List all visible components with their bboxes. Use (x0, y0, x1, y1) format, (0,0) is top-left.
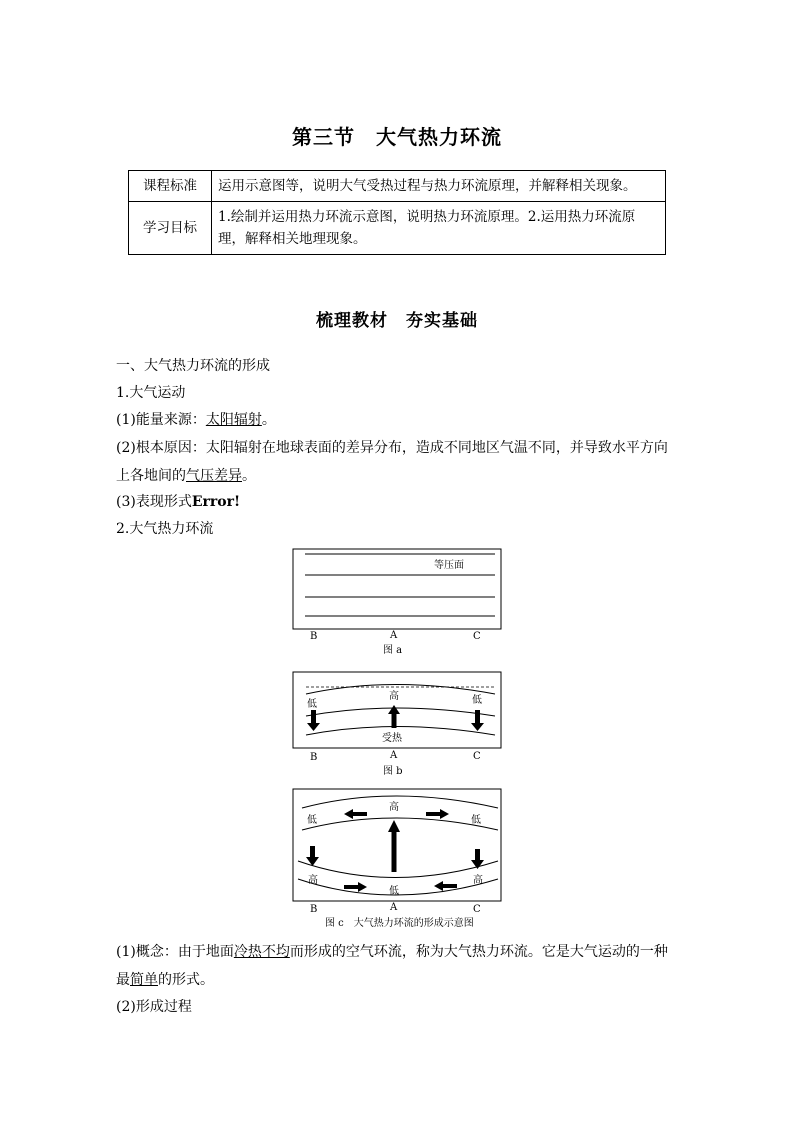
high-label: 高 (389, 691, 399, 702)
point-label-a: A (390, 902, 398, 913)
figure-caption: 图 a (383, 645, 403, 656)
high-label: 高 (308, 875, 318, 886)
figure-b (288, 668, 508, 780)
low-label: 低 (471, 815, 481, 826)
point-label-b: B (310, 631, 318, 642)
concept-prefix: (1)概念：由于地面 (116, 944, 234, 960)
high-label: 高 (473, 875, 483, 886)
low-label: 低 (307, 699, 317, 710)
item-1-1 (116, 409, 276, 431)
underlined-answer: 冷热不均 (233, 944, 290, 960)
table-content: 运用示意图等，说明大气受热过程与热力环流原理，并解释相关现象。 (212, 171, 666, 202)
table-label: 学习目标 (129, 202, 212, 255)
point-label-a: A (390, 750, 398, 761)
high-label: 高 (389, 802, 399, 813)
underlined-answer: 气压差异 (186, 468, 242, 484)
arrow-up-icon (388, 820, 400, 872)
point-label-c: C (473, 904, 481, 915)
point-label-c: C (473, 631, 481, 642)
concept-suffix: 的形式。 (158, 972, 214, 988)
error-text: Error! (191, 494, 241, 510)
low-label: 低 (389, 886, 399, 897)
underlined-answer: 太阳辐射 (205, 412, 262, 428)
low-label: 低 (472, 695, 482, 706)
figure-a (288, 545, 508, 660)
arrow-right-icon (344, 882, 367, 892)
curriculum-standards-table (128, 170, 666, 255)
heated-label: 受热 (382, 733, 402, 744)
low-label: 低 (307, 815, 317, 826)
arrow-right-icon (426, 809, 449, 819)
figure-caption: 图 b (383, 766, 403, 777)
arrow-down-icon (306, 846, 319, 866)
concept-middle: 而形成的空气环流，称为大气热力环流。它是大气运动的一种最 (116, 944, 668, 988)
point-label-b: B (310, 752, 318, 763)
item-suffix: 。 (242, 468, 256, 484)
figure-c (288, 786, 508, 934)
arrow-left-icon (344, 809, 367, 819)
arrow-down-icon (307, 710, 320, 731)
item-2: 2.大气热力环流 (116, 521, 214, 537)
item-prefix: (2)根本原因：太阳辐射在地球表面的差异分布，造成不同地区气温不同，并导致水平方向上各地间的 (116, 440, 668, 484)
table-row (129, 171, 666, 202)
table-content: 1.绘制并运用热力环流示意图，说明热力环流原理。2.运用热力环流原理，解释相关地理现象。 (212, 202, 666, 255)
isobar-label: 等压面 (434, 560, 464, 571)
section-title: 梳理教材 夯实基础 (316, 311, 478, 331)
item-1-3 (116, 491, 240, 513)
heading-1: 一、大气热力环流的形成 (116, 358, 270, 374)
figure-caption: 图 c 大气热力环流的形成示意图 (325, 918, 474, 929)
table-row (129, 202, 666, 255)
underlined-answer: 简单 (130, 972, 158, 988)
item-prefix: (1)能量来源： (116, 412, 206, 428)
point-label-a: A (390, 630, 398, 641)
item-1-2 (116, 434, 680, 490)
item-1: 1.大气运动 (116, 385, 186, 401)
point-label-c: C (473, 751, 481, 762)
process-heading: (2)形成过程 (116, 999, 192, 1015)
page-title: 第三节 大气热力环流 (292, 125, 502, 149)
concept-paragraph (116, 938, 680, 994)
item-suffix: 。 (261, 412, 276, 428)
item-prefix: (3)表现形式 (116, 494, 192, 510)
table-label: 课程标准 (129, 171, 212, 202)
point-label-b: B (310, 904, 318, 915)
